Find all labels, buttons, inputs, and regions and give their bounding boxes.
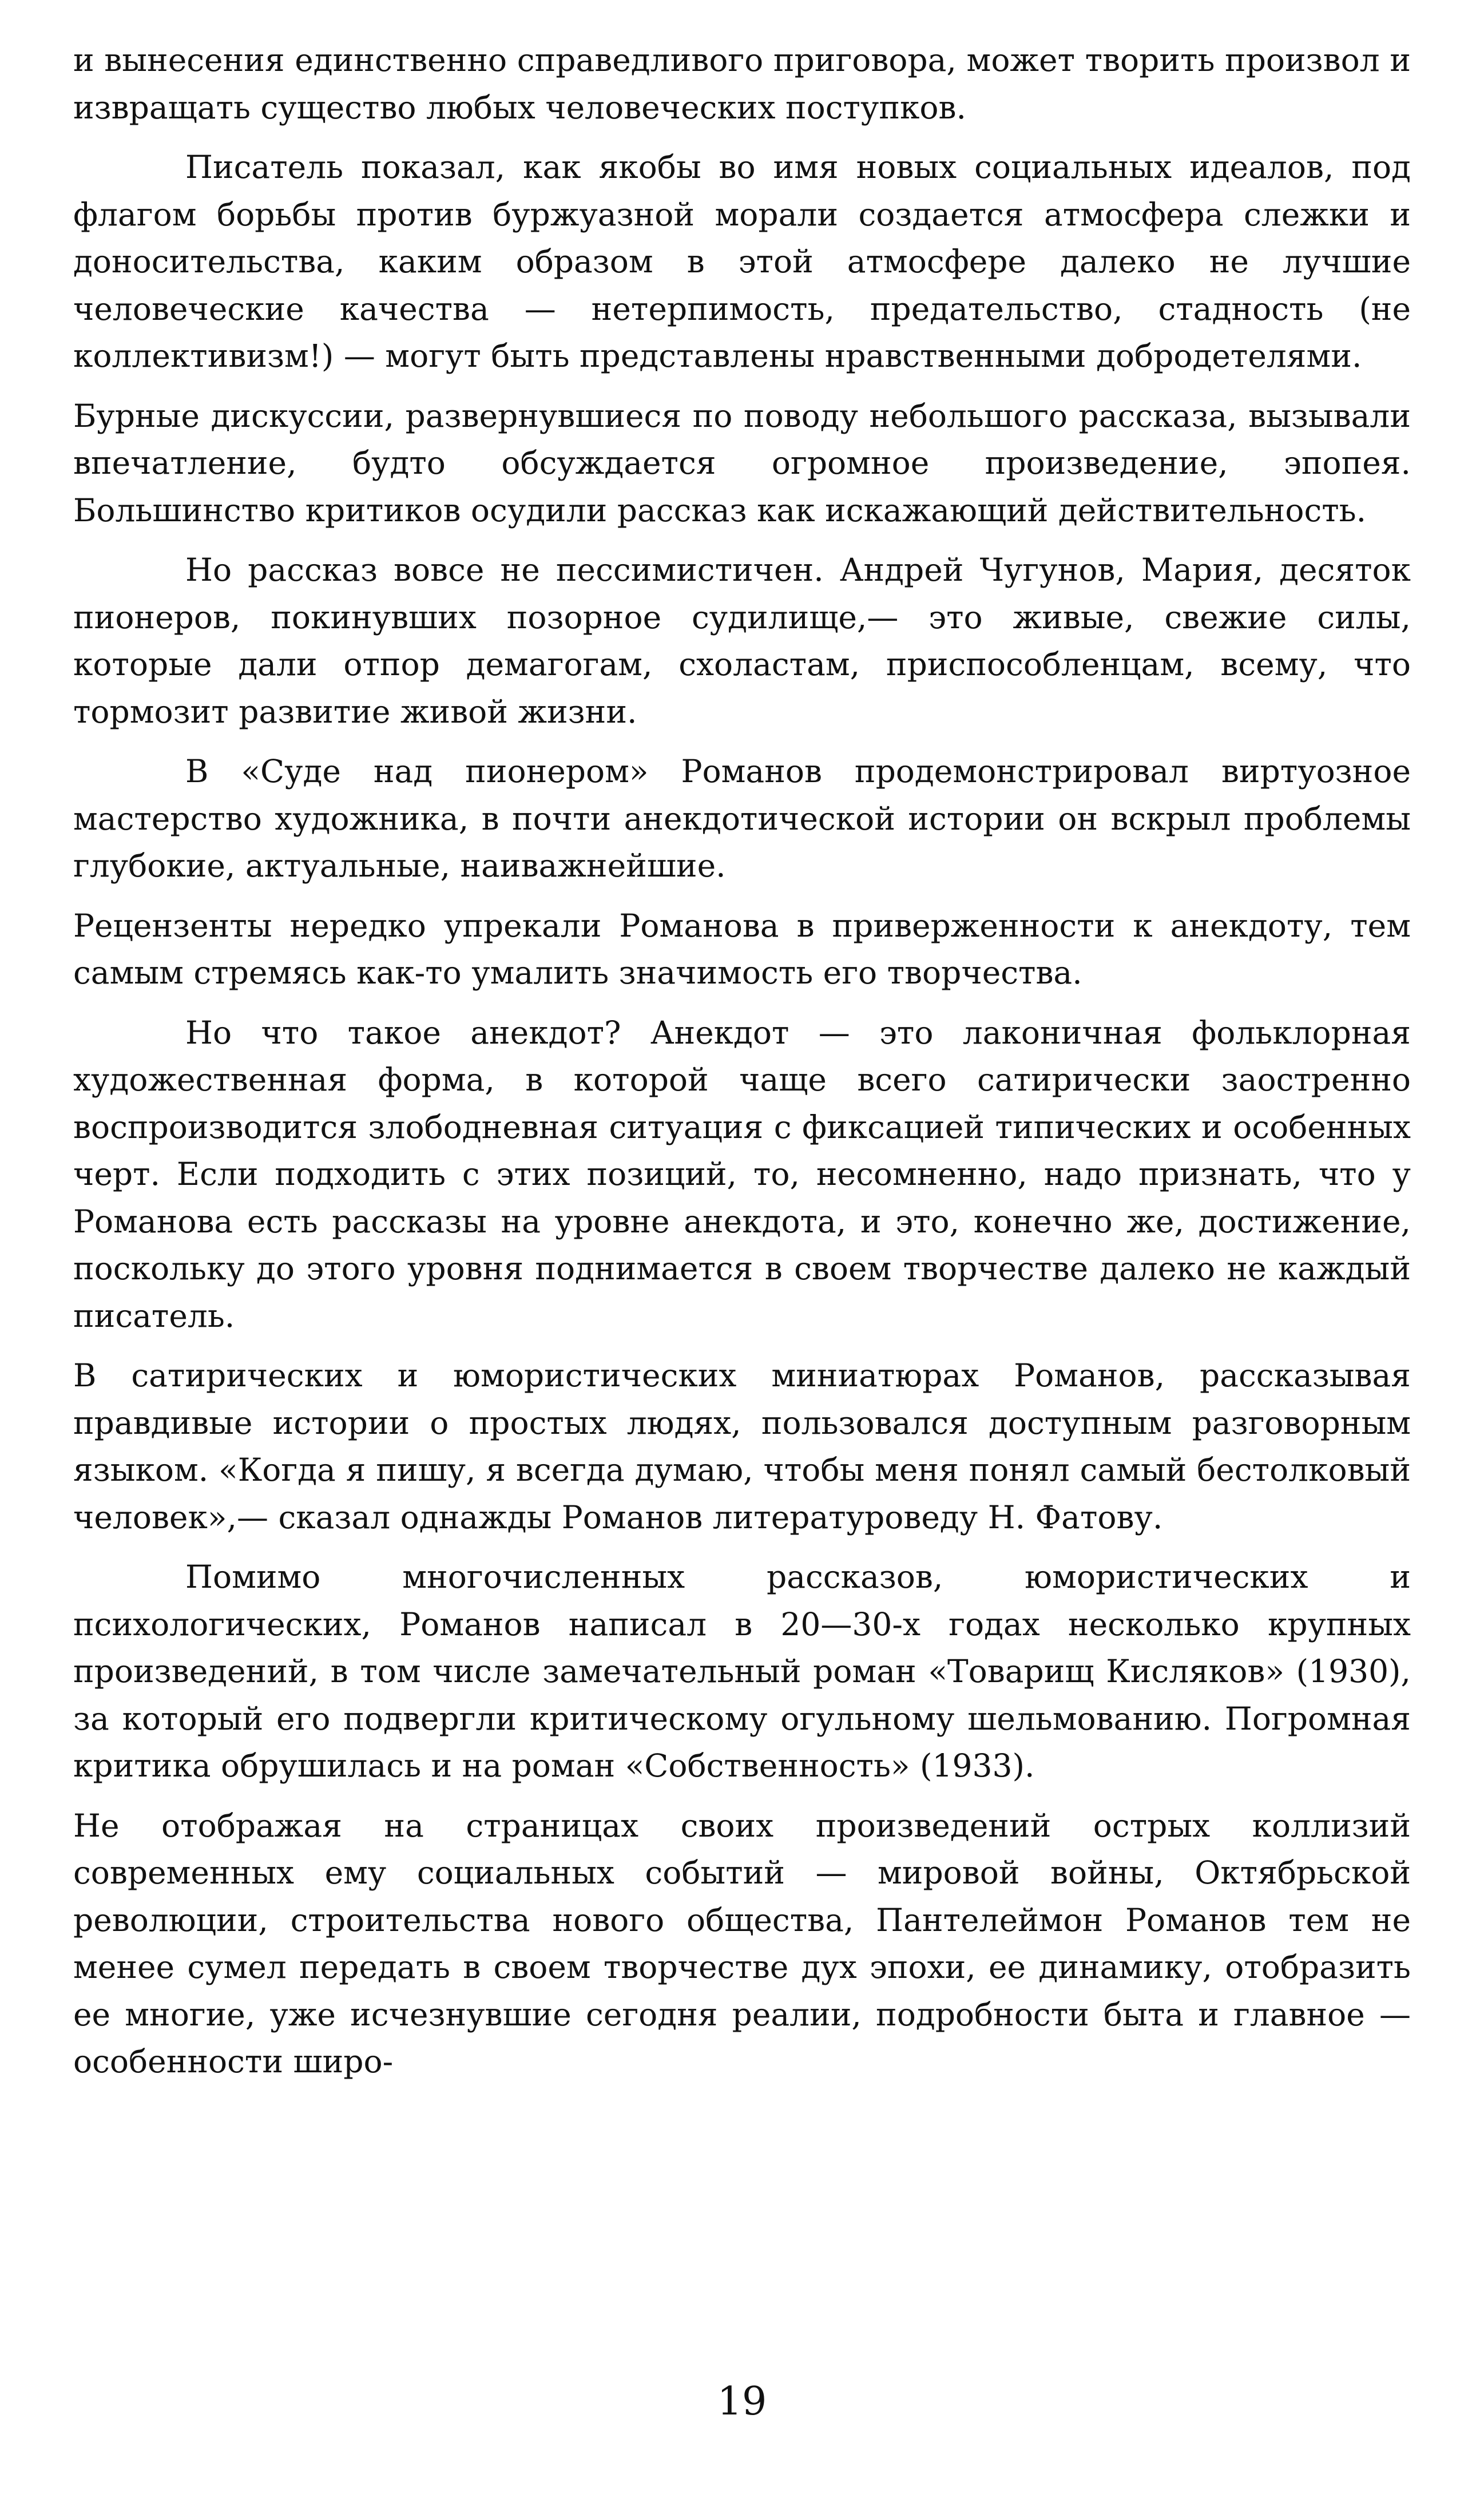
paragraph: Бурные дискуссии, развернувшиеся по поводу небольшого рассказа, вызывали впечатление, будто обсуждается огромное произведение, эпопея. Большинство критиков осудили рассказ как искажающий действительность. [73, 397, 1411, 529]
page-number: 19 [717, 2379, 767, 2424]
paragraph: Рецензенты нередко упрекали Романова в приверженности к анекдоту, тем самым стремясь как-то умалить значимость его творчества. [73, 907, 1411, 991]
paragraph: В сатирических и юмористических миниатюрах Романов, рассказывая правдивые истории о простых людях, пользовался доступным разговорным языком. «Когда я пишу, я всегда думаю, чтобы меня понял самый бестолковый человек»,— сказал однажды Романов литературоведу Н. Фатову. [73, 1357, 1411, 1536]
paragraph: В «Суде над пионером» Романов продемонстрировал виртуозное мастерство художника, в почти анекдотической истории он вскрыл проблемы глубокие, актуальные, наиважнейшие. [73, 753, 1411, 884]
paragraph: Писатель показал, как якобы во имя новых социальных идеалов, под флагом борьбы против буржуазной морали создается атмосфера слежки и доносительства, каким образом в этой атмосфере далеко не лучшие человеческие качества — нетерпимость, предательство, стадность (не коллективизм!) — могут быть представлены нравственными добродетелями. [73, 149, 1411, 374]
paragraph: Помимо многочисленных рассказов, юмористических и психологических, Романов написал в 20—30-х годах несколько крупных произведений, в том числе замечательный роман «Товарищ Кисляков» (1930), за который его подвергли критическому огульному шельмованию. Погромная критика обрушилась и на роман «Собственность» (1933). [73, 1559, 1411, 1784]
paragraph-continuation: и вынесения единственно справедливого приговора, может творить произвол и извращать существо любых человеческих поступков. [73, 42, 1411, 126]
paragraph: Но что такое анекдот? Анекдот — это лаконичная фольклорная художественная форма, в которой чаще всего сатирически заостренно воспроизводится злободневная ситуация с фиксацией типических и особенных черт. Если подходить с этих позиций, то, несомненно, надо признать, что у Романова есть рассказы на уровне анекдота, и это, конечно же, достижение, поскольку до этого уровня поднимается в своем творчестве далеко не каждый писатель. [73, 1014, 1411, 1334]
page-body [73, 37, 1411, 2098]
paragraph: Но рассказ вовсе не пессимистичен. Андрей Чугунов, Мария, десяток пионеров, покинувших позорное судилище,— это живые, свежие силы, которые дали отпор демагогам, схоластам, приспособленцам, всему, что тормозит развитие живой жизни. [73, 552, 1411, 730]
paragraph: Не отображая на страницах своих произведений острых коллизий современных ему социальных событий — мировой войны, Октябрьской революции, строительства нового общества, Пантелеймон Романов тем не менее сумел передать в своем творчестве дух эпохи, ее динамику, отобразить ее многие, уже исчезнувшие сегодня реалии, подробности быта и главное — особенности широ- [73, 1807, 1411, 2080]
